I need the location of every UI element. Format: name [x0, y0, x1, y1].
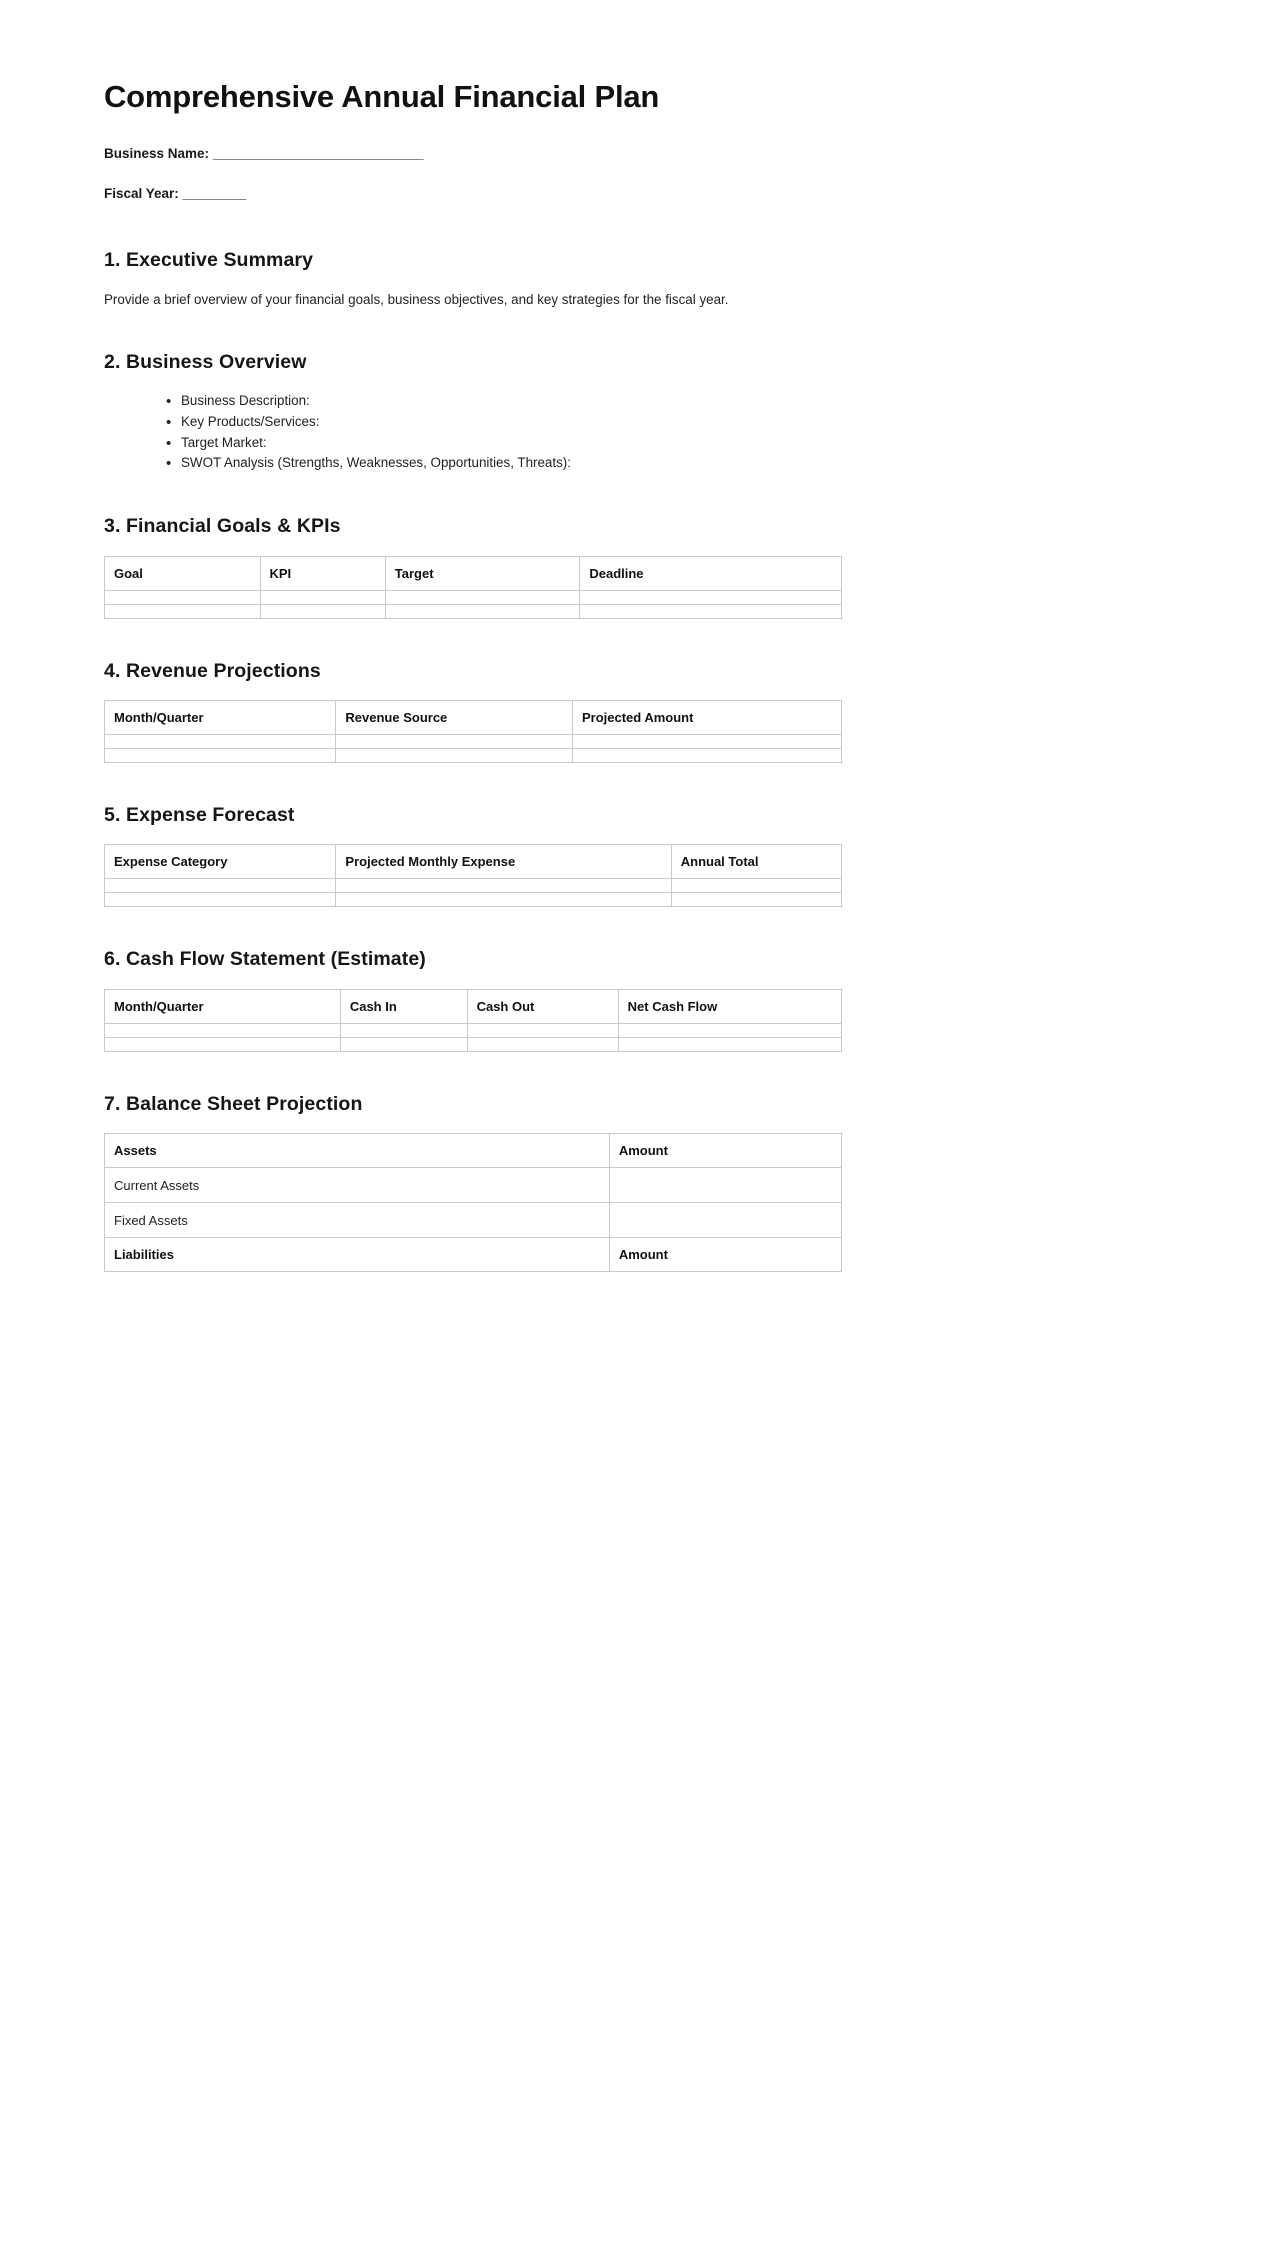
section-heading-cash-flow-statement: 6. Cash Flow Statement (Estimate) [104, 948, 426, 971]
column-header-net-cash-flow: Net Cash Flow [618, 989, 841, 1023]
section-heading-balance-sheet-projection: 7. Balance Sheet Projection [104, 1092, 363, 1115]
list-item: • Key Products/Services: [166, 412, 842, 433]
table-cell[interactable] [467, 1023, 618, 1037]
column-header-expense-category: Expense Category [105, 845, 336, 879]
list-item: • Target Market: [166, 433, 842, 454]
business-name-field[interactable] [104, 145, 842, 163]
table-cell[interactable] [340, 1023, 467, 1037]
column-header-liabilities: Liabilities [105, 1238, 610, 1272]
table-row[interactable] [105, 1037, 842, 1051]
column-header-month-quarter: Month/Quarter [105, 989, 341, 1023]
table-cell[interactable] [336, 734, 573, 748]
table-cell[interactable] [336, 748, 573, 762]
table-cell[interactable] [609, 1203, 841, 1238]
financial-goals-table-block [104, 556, 842, 619]
table-cell[interactable] [580, 604, 842, 618]
section-heading-revenue-projections: 4. Revenue Projections [104, 659, 321, 682]
table-cell[interactable] [105, 893, 336, 907]
table-cell[interactable] [340, 1037, 467, 1051]
section-heading-business-overview: 2. Business Overview [104, 350, 307, 373]
column-header-deadline: Deadline [580, 556, 842, 590]
table-header-row [105, 1134, 842, 1168]
table-cell[interactable] [260, 604, 385, 618]
column-header-cash-out: Cash Out [467, 989, 618, 1023]
table-header-row [105, 556, 842, 590]
column-header-goal: Goal [105, 556, 261, 590]
fiscal-year-blank: _________ [182, 185, 246, 201]
table-cell[interactable] [336, 893, 671, 907]
fiscal-year-field[interactable] [104, 185, 842, 203]
revenue-projections-table [104, 700, 842, 763]
column-header-amount: Amount [609, 1134, 841, 1168]
table-cell[interactable] [105, 734, 336, 748]
table-cell[interactable] [618, 1023, 841, 1037]
table-cell[interactable] [609, 1168, 841, 1203]
table-cell[interactable] [105, 1037, 341, 1051]
column-header-projected-amount: Projected Amount [572, 700, 841, 734]
table-row[interactable] [105, 734, 842, 748]
business-name-label: Business Name: [104, 146, 210, 162]
table-cell[interactable] [572, 748, 841, 762]
column-header-amount-liabilities: Amount [609, 1238, 841, 1272]
table-cell[interactable] [105, 879, 336, 893]
document-content [104, 78, 842, 1272]
table-row[interactable] [105, 1168, 842, 1203]
table-row[interactable] [105, 1203, 842, 1238]
business-overview-list [104, 391, 842, 474]
expense-forecast-table-block [104, 844, 842, 907]
table-cell[interactable] [260, 590, 385, 604]
table-cell[interactable] [671, 893, 841, 907]
table-header-row [105, 989, 842, 1023]
table-cell[interactable] [671, 879, 841, 893]
table-cell[interactable] [580, 590, 842, 604]
section-heading-financial-goals: 3. Financial Goals & KPIs [104, 515, 341, 538]
table-row[interactable] [105, 893, 842, 907]
table-cell[interactable] [618, 1037, 841, 1051]
column-header-target: Target [385, 556, 580, 590]
revenue-projections-table-block [104, 700, 842, 763]
table-header-row [105, 845, 842, 879]
column-header-projected-monthly-expense: Projected Monthly Expense [336, 845, 671, 879]
table-row[interactable] [105, 748, 842, 762]
table-cell[interactable] [105, 1023, 341, 1037]
column-header-cash-in: Cash In [340, 989, 467, 1023]
balance-sheet-table-block [104, 1133, 842, 1272]
fiscal-year-label: Fiscal Year: [104, 185, 179, 201]
table-row[interactable] [105, 879, 842, 893]
page-title: Comprehensive Annual Financial Plan [104, 79, 660, 114]
table-cell[interactable] [105, 748, 336, 762]
business-name-blank: ______________________________ [212, 146, 424, 162]
table-row-clipped[interactable] [105, 1238, 842, 1272]
table-cell[interactable] [385, 590, 580, 604]
section-heading-expense-forecast: 5. Expense Forecast [104, 803, 295, 826]
column-header-annual-total: Annual Total [671, 845, 841, 879]
table-row[interactable] [105, 590, 842, 604]
column-header-kpi: KPI [260, 556, 385, 590]
table-row[interactable] [105, 604, 842, 618]
table-cell-current-assets[interactable]: Current Assets [105, 1168, 610, 1203]
table-cell[interactable] [572, 734, 841, 748]
column-header-revenue-source: Revenue Source [336, 700, 573, 734]
list-item: • SWOT Analysis (Strengths, Weaknesses, Opportunities, Threats): [166, 453, 842, 474]
list-item: • Business Description: [166, 391, 842, 412]
table-cell[interactable] [105, 604, 261, 618]
section-heading-executive-summary: 1. Executive Summary [104, 249, 314, 272]
financial-goals-table [104, 556, 842, 619]
expense-forecast-table [104, 844, 842, 907]
balance-sheet-table [104, 1133, 842, 1272]
executive-summary-paragraph: Provide a brief overview of your financial goals, business objectives, and key strategies for the fiscal year. [104, 291, 729, 307]
table-row[interactable] [105, 1023, 842, 1037]
table-cell[interactable] [467, 1037, 618, 1051]
column-header-month-quarter: Month/Quarter [105, 700, 336, 734]
table-cell-fixed-assets[interactable]: Fixed Assets [105, 1203, 610, 1238]
column-header-assets: Assets [105, 1134, 610, 1168]
table-cell[interactable] [105, 590, 261, 604]
cash-flow-table [104, 989, 842, 1052]
cash-flow-table-block [104, 989, 842, 1052]
table-header-row [105, 700, 842, 734]
table-cell[interactable] [336, 879, 671, 893]
table-cell[interactable] [385, 604, 580, 618]
